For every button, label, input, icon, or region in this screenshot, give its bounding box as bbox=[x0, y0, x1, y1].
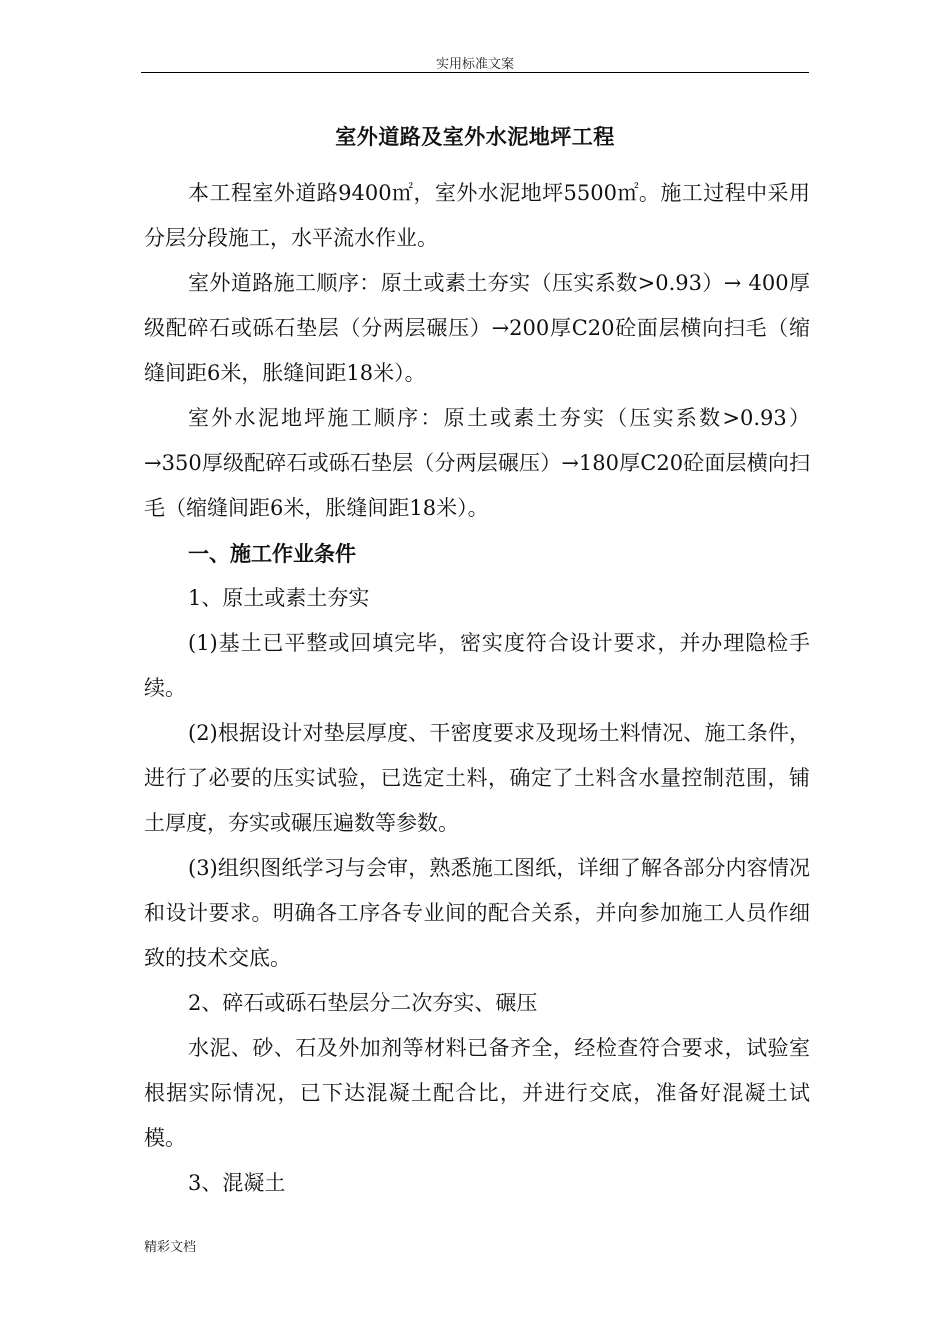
paragraph-floor-sequence: 室外水泥地坪施工顺序：原土或素土夯实（压实系数>0.93）→350厚级配碎石或砾石垫层（分两层碾压）→180厚C20砼面层横向扫毛（缩缝间距6米，胀缝间距18米）。 bbox=[144, 406, 810, 520]
subheading-concrete: 3、混凝土 bbox=[188, 1171, 286, 1195]
page-header: 实用标准文案 bbox=[435, 57, 514, 72]
section-heading-conditions: 一、施工作业条件 bbox=[188, 541, 356, 566]
page-footer: 精彩文档 bbox=[144, 1240, 197, 1255]
subheading-soil-compaction: 1、原土或素土夯实 bbox=[188, 586, 370, 610]
paragraph-item-2: (2)根据设计对垫层厚度、干密度要求及现场土料情况、施工条件，进行了必要的压实试验，已选定土料，确定了土料含水量控制范围，铺土厚度，夯实或碾压遍数等参数。 bbox=[144, 721, 810, 835]
paragraph-road-sequence: 室外道路施工顺序：原土或素土夯实（压实系数>0.93）→ 400厚级配碎石或砾石垫层（分两层碾压）→200厚C20砼面层横向扫毛（缩缝间距6米，胀缝间距18米）。 bbox=[144, 271, 810, 385]
subheading-gravel-layer: 2、碎石或砾石垫层分二次夯实、碾压 bbox=[188, 991, 538, 1015]
header-divider bbox=[141, 72, 809, 73]
document-title: 室外道路及室外水泥地坪工程 bbox=[335, 124, 615, 149]
paragraph-item-3: (3)组织图纸学习与会审，熟悉施工图纸，详细了解各部分内容情况和设计要求。明确各工序各专业间的配合关系，并向参加施工人员作细致的技术交底。 bbox=[144, 856, 810, 970]
paragraph-materials: 水泥、砂、石及外加剂等材料已备齐全，经检查符合要求，试验室根据实际情况，已下达混凝土配合比，并进行交底，准备好混凝土试模。 bbox=[144, 1036, 810, 1150]
document-body bbox=[144, 171, 810, 1206]
paragraph-overview: 本工程室外道路9400㎡，室外水泥地坪5500㎡。施工过程中采用分层分段施工，水平流水作业。 bbox=[144, 181, 810, 250]
paragraph-item-1: (1)基土已平整或回填完毕，密实度符合设计要求，并办理隐检手续。 bbox=[144, 631, 810, 700]
